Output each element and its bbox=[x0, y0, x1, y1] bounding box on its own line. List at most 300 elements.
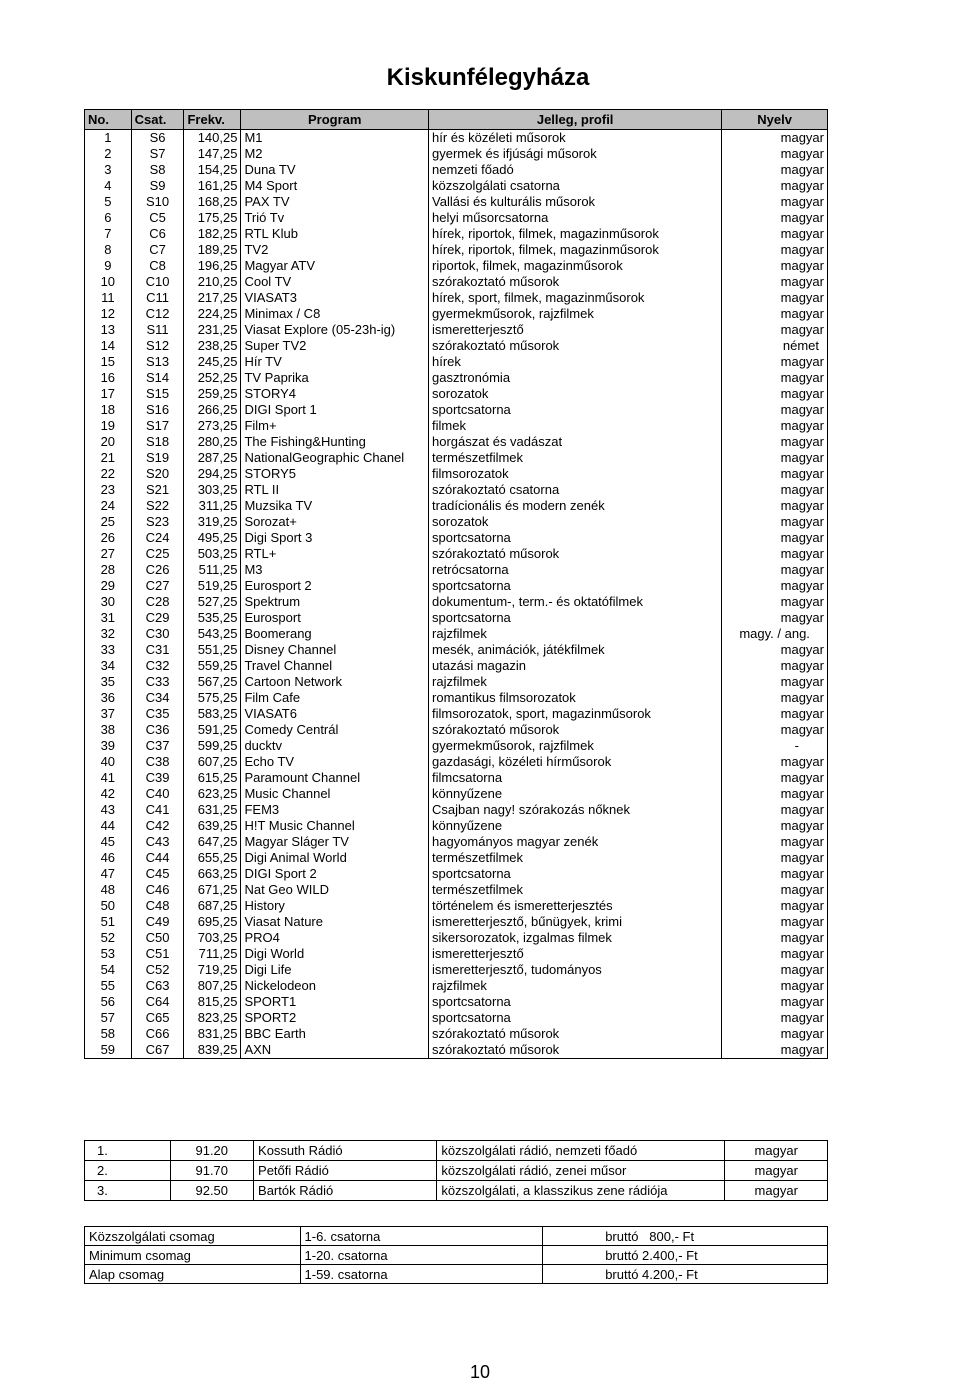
cell-nyelv: magyar bbox=[722, 242, 828, 258]
cell-frekv: 259,25 bbox=[184, 386, 241, 402]
cell-csat: C48 bbox=[131, 898, 184, 914]
cell-jelleg: sportcsatorna bbox=[429, 530, 722, 546]
cell-jelleg: filmek bbox=[429, 418, 722, 434]
cell-program: Paramount Channel bbox=[241, 770, 429, 786]
cell-jelleg: gyermek és ifjúsági műsorok bbox=[429, 146, 722, 162]
cell-jelleg: természetfilmek bbox=[429, 450, 722, 466]
cell-nyelv: magyar bbox=[722, 962, 828, 978]
cell-jelleg: hagyományos magyar zenék bbox=[429, 834, 722, 850]
table-row bbox=[85, 722, 828, 738]
table-row bbox=[85, 226, 828, 242]
cell-no: 51 bbox=[85, 914, 132, 930]
package-range: 1-59. csatorna bbox=[300, 1265, 543, 1284]
cell-frekv: 823,25 bbox=[184, 1010, 241, 1026]
cell-jelleg: ismeretterjesztő bbox=[429, 322, 722, 338]
cell-no: 58 bbox=[85, 1026, 132, 1042]
cell-nyelv: - bbox=[722, 738, 828, 754]
radio-no: 1. bbox=[85, 1141, 171, 1161]
cell-nyelv: magyar bbox=[722, 674, 828, 690]
cell-csat: C6 bbox=[131, 226, 184, 242]
cell-csat: C49 bbox=[131, 914, 184, 930]
cell-program: Eurosport bbox=[241, 610, 429, 626]
col-jelleg: Jelleg, profil bbox=[429, 110, 722, 130]
cell-jelleg: hírek bbox=[429, 354, 722, 370]
table-row bbox=[85, 434, 828, 450]
cell-frekv: 217,25 bbox=[184, 290, 241, 306]
table-row bbox=[85, 626, 828, 642]
cell-nyelv: magyar bbox=[722, 898, 828, 914]
radio-row bbox=[85, 1161, 828, 1181]
table-header-row bbox=[85, 110, 828, 130]
cell-program: Disney Channel bbox=[241, 642, 429, 658]
package-price: bruttó 4.200,- Ft bbox=[543, 1265, 828, 1284]
cell-nyelv: magyar bbox=[722, 466, 828, 482]
table-row bbox=[85, 802, 828, 818]
cell-jelleg: utazási magazin bbox=[429, 658, 722, 674]
table-row bbox=[85, 834, 828, 850]
cell-frekv: 839,25 bbox=[184, 1042, 241, 1059]
cell-csat: S7 bbox=[131, 146, 184, 162]
cell-jelleg: sorozatok bbox=[429, 386, 722, 402]
cell-csat: S12 bbox=[131, 338, 184, 354]
cell-program: Viasat Explore (05-23h-ig) bbox=[241, 322, 429, 338]
cell-frekv: 168,25 bbox=[184, 194, 241, 210]
cell-nyelv: német bbox=[722, 338, 828, 354]
cell-nyelv: magyar bbox=[722, 802, 828, 818]
cell-nyelv: magyar bbox=[722, 610, 828, 626]
cell-frekv: 303,25 bbox=[184, 482, 241, 498]
cell-nyelv: magyar bbox=[722, 642, 828, 658]
cell-frekv: 503,25 bbox=[184, 546, 241, 562]
cell-program: FEM3 bbox=[241, 802, 429, 818]
radio-name: Kossuth Rádió bbox=[254, 1141, 437, 1161]
package-table bbox=[84, 1226, 828, 1284]
cell-no: 24 bbox=[85, 498, 132, 514]
cell-program: Boomerang bbox=[241, 626, 429, 642]
cell-no: 8 bbox=[85, 242, 132, 258]
cell-frekv: 615,25 bbox=[184, 770, 241, 786]
package-name: Alap csomag bbox=[85, 1265, 301, 1284]
table-row bbox=[85, 658, 828, 674]
cell-jelleg: sportcsatorna bbox=[429, 994, 722, 1010]
cell-csat: C29 bbox=[131, 610, 184, 626]
cell-jelleg: sportcsatorna bbox=[429, 578, 722, 594]
radio-profile: közszolgálati rádió, nemzeti főadó bbox=[437, 1141, 725, 1161]
cell-program: The Fishing&Hunting bbox=[241, 434, 429, 450]
cell-csat: C31 bbox=[131, 642, 184, 658]
cell-csat: C7 bbox=[131, 242, 184, 258]
cell-jelleg: gyermekműsorok, rajzfilmek bbox=[429, 306, 722, 322]
cell-nyelv: magyar bbox=[722, 290, 828, 306]
cell-nyelv: magyar bbox=[722, 770, 828, 786]
cell-program: STORY4 bbox=[241, 386, 429, 402]
cell-frekv: 511,25 bbox=[184, 562, 241, 578]
cell-jelleg: sportcsatorna bbox=[429, 610, 722, 626]
table-row bbox=[85, 610, 828, 626]
table-row bbox=[85, 818, 828, 834]
table-row bbox=[85, 1042, 828, 1059]
cell-nyelv: magyar bbox=[722, 1042, 828, 1059]
cell-program: NationalGeographic Chanel bbox=[241, 450, 429, 466]
col-no: No. bbox=[85, 110, 132, 130]
cell-csat: C26 bbox=[131, 562, 184, 578]
cell-program: Digi Life bbox=[241, 962, 429, 978]
cell-csat: C11 bbox=[131, 290, 184, 306]
table-row bbox=[85, 338, 828, 354]
cell-program: RTL II bbox=[241, 482, 429, 498]
table-row bbox=[85, 594, 828, 610]
radio-freq: 92.50 bbox=[170, 1181, 254, 1201]
col-frekv: Frekv. bbox=[184, 110, 241, 130]
cell-frekv: 583,25 bbox=[184, 706, 241, 722]
table-row bbox=[85, 450, 828, 466]
cell-frekv: 703,25 bbox=[184, 930, 241, 946]
table-row bbox=[85, 194, 828, 210]
cell-program: TV2 bbox=[241, 242, 429, 258]
table-row bbox=[85, 242, 828, 258]
cell-frekv: 647,25 bbox=[184, 834, 241, 850]
table-row bbox=[85, 546, 828, 562]
col-nyelv: Nyelv bbox=[722, 110, 828, 130]
cell-no: 34 bbox=[85, 658, 132, 674]
cell-nyelv: magyar bbox=[722, 562, 828, 578]
cell-nyelv: magyar bbox=[722, 274, 828, 290]
cell-no: 7 bbox=[85, 226, 132, 242]
cell-nyelv: magyar bbox=[722, 930, 828, 946]
cell-no: 3 bbox=[85, 162, 132, 178]
cell-csat: C38 bbox=[131, 754, 184, 770]
cell-frekv: 252,25 bbox=[184, 370, 241, 386]
radio-lang: magyar bbox=[725, 1141, 828, 1161]
cell-jelleg: természetfilmek bbox=[429, 882, 722, 898]
cell-program: Travel Channel bbox=[241, 658, 429, 674]
table-row bbox=[85, 354, 828, 370]
cell-no: 4 bbox=[85, 178, 132, 194]
cell-jelleg: hírek, riportok, filmek, magazinműsorok bbox=[429, 242, 722, 258]
table-row bbox=[85, 962, 828, 978]
package-range: 1-6. csatorna bbox=[300, 1227, 543, 1246]
cell-no: 16 bbox=[85, 370, 132, 386]
table-row bbox=[85, 770, 828, 786]
table-row bbox=[85, 930, 828, 946]
cell-jelleg: Csajban nagy! szórakozás nőknek bbox=[429, 802, 722, 818]
cell-no: 22 bbox=[85, 466, 132, 482]
cell-csat: C46 bbox=[131, 882, 184, 898]
cell-nyelv: magyar bbox=[722, 978, 828, 994]
cell-program: SPORT1 bbox=[241, 994, 429, 1010]
cell-frekv: 189,25 bbox=[184, 242, 241, 258]
cell-no: 1 bbox=[85, 130, 132, 147]
cell-jelleg: természetfilmek bbox=[429, 850, 722, 866]
table-row bbox=[85, 562, 828, 578]
cell-nyelv: magyar bbox=[722, 850, 828, 866]
cell-nyelv: magyar bbox=[722, 578, 828, 594]
radio-profile: közszolgálati rádió, zenei műsor bbox=[437, 1161, 725, 1181]
cell-nyelv: magyar bbox=[722, 914, 828, 930]
created-label: Készítés időpontja: bbox=[84, 2, 248, 22]
cell-no: 59 bbox=[85, 1042, 132, 1059]
cell-no: 10 bbox=[85, 274, 132, 290]
cell-csat: C63 bbox=[131, 978, 184, 994]
cell-csat: S22 bbox=[131, 498, 184, 514]
cell-program: Duna TV bbox=[241, 162, 429, 178]
cell-program: Film+ bbox=[241, 418, 429, 434]
cell-frekv: 815,25 bbox=[184, 994, 241, 1010]
channel-table-body bbox=[85, 130, 828, 1059]
table-row bbox=[85, 162, 828, 178]
radio-no: 2. bbox=[85, 1161, 171, 1181]
cell-program: Nat Geo WILD bbox=[241, 882, 429, 898]
cell-nyelv: magyar bbox=[722, 994, 828, 1010]
cell-frekv: 591,25 bbox=[184, 722, 241, 738]
cell-frekv: 147,25 bbox=[184, 146, 241, 162]
cell-program: Eurosport 2 bbox=[241, 578, 429, 594]
cell-program: Hír TV bbox=[241, 354, 429, 370]
cell-no: 50 bbox=[85, 898, 132, 914]
cell-program: Minimax / C8 bbox=[241, 306, 429, 322]
cell-csat: C44 bbox=[131, 850, 184, 866]
cell-frekv: 599,25 bbox=[184, 738, 241, 754]
table-row bbox=[85, 706, 828, 722]
radio-name: Bartók Rádió bbox=[254, 1181, 437, 1201]
cell-csat: C42 bbox=[131, 818, 184, 834]
cell-frekv: 231,25 bbox=[184, 322, 241, 338]
cell-program: ducktv bbox=[241, 738, 429, 754]
cell-jelleg: gyermekműsorok, rajzfilmek bbox=[429, 738, 722, 754]
table-row bbox=[85, 306, 828, 322]
cell-jelleg: sportcsatorna bbox=[429, 866, 722, 882]
cell-jelleg: szórakoztató műsorok bbox=[429, 722, 722, 738]
cell-jelleg: könnyűzene bbox=[429, 818, 722, 834]
cell-program: STORY5 bbox=[241, 466, 429, 482]
cell-csat: C66 bbox=[131, 1026, 184, 1042]
cell-csat: C34 bbox=[131, 690, 184, 706]
cell-nyelv: magyar bbox=[722, 306, 828, 322]
radio-row bbox=[85, 1181, 828, 1201]
cell-jelleg: Vallási és kulturális műsorok bbox=[429, 194, 722, 210]
cell-nyelv: magyar bbox=[722, 482, 828, 498]
cell-nyelv: magyar bbox=[722, 194, 828, 210]
cell-no: 9 bbox=[85, 258, 132, 274]
cell-program: H!T Music Channel bbox=[241, 818, 429, 834]
cell-frekv: 245,25 bbox=[184, 354, 241, 370]
radio-profile: közszolgálati, a klasszikus zene rádiója bbox=[437, 1181, 725, 1201]
cell-jelleg: nemzeti főadó bbox=[429, 162, 722, 178]
table-row bbox=[85, 578, 828, 594]
cell-csat: C25 bbox=[131, 546, 184, 562]
cell-jelleg: történelem és ismeretterjesztés bbox=[429, 898, 722, 914]
cell-no: 19 bbox=[85, 418, 132, 434]
table-row bbox=[85, 690, 828, 706]
cell-frekv: 711,25 bbox=[184, 946, 241, 962]
cell-csat: S6 bbox=[131, 130, 184, 147]
cell-nyelv: magyar bbox=[722, 882, 828, 898]
cell-jelleg: szórakoztató műsorok bbox=[429, 338, 722, 354]
cell-no: 37 bbox=[85, 706, 132, 722]
cell-program: Viasat Nature bbox=[241, 914, 429, 930]
cell-csat: C32 bbox=[131, 658, 184, 674]
table-row bbox=[85, 370, 828, 386]
package-row bbox=[85, 1227, 828, 1246]
radio-lang: magyar bbox=[725, 1161, 828, 1181]
cell-frekv: 273,25 bbox=[184, 418, 241, 434]
cell-program: M4 Sport bbox=[241, 178, 429, 194]
cell-program: Cartoon Network bbox=[241, 674, 429, 690]
table-row bbox=[85, 290, 828, 306]
cell-csat: S14 bbox=[131, 370, 184, 386]
cell-frekv: 639,25 bbox=[184, 818, 241, 834]
cell-program: History bbox=[241, 898, 429, 914]
table-row bbox=[85, 482, 828, 498]
cell-jelleg: hírek, riportok, filmek, magazinműsorok bbox=[429, 226, 722, 242]
cell-program: SPORT2 bbox=[241, 1010, 429, 1026]
cell-csat: S9 bbox=[131, 178, 184, 194]
radio-row bbox=[85, 1141, 828, 1161]
cell-frekv: 671,25 bbox=[184, 882, 241, 898]
cell-frekv: 319,25 bbox=[184, 514, 241, 530]
cell-nyelv: magyar bbox=[722, 258, 828, 274]
cell-frekv: 623,25 bbox=[184, 786, 241, 802]
table-row bbox=[85, 642, 828, 658]
cell-no: 56 bbox=[85, 994, 132, 1010]
package-name: Közszolgálati csomag bbox=[85, 1227, 301, 1246]
cell-no: 43 bbox=[85, 802, 132, 818]
cell-no: 29 bbox=[85, 578, 132, 594]
cell-nyelv: magyar bbox=[722, 402, 828, 418]
cell-no: 27 bbox=[85, 546, 132, 562]
cell-program: Film Cafe bbox=[241, 690, 429, 706]
cell-jelleg: közszolgálati csatorna bbox=[429, 178, 722, 194]
cell-no: 31 bbox=[85, 610, 132, 626]
cell-nyelv: magyar bbox=[722, 418, 828, 434]
page-number: 10 bbox=[469, 1362, 491, 1382]
cell-jelleg: ismeretterjesztő, tudományos bbox=[429, 962, 722, 978]
package-name: Minimum csomag bbox=[85, 1246, 301, 1265]
cell-no: 57 bbox=[85, 1010, 132, 1026]
cell-program: Trió Tv bbox=[241, 210, 429, 226]
table-row bbox=[85, 946, 828, 962]
cell-jelleg: sorozatok bbox=[429, 514, 722, 530]
cell-no: 28 bbox=[85, 562, 132, 578]
cell-frekv: 519,25 bbox=[184, 578, 241, 594]
cell-csat: S21 bbox=[131, 482, 184, 498]
cell-nyelv: magyar bbox=[722, 450, 828, 466]
cell-frekv: 224,25 bbox=[184, 306, 241, 322]
cell-frekv: 154,25 bbox=[184, 162, 241, 178]
cell-jelleg: retrócsatorna bbox=[429, 562, 722, 578]
cell-program: Digi Sport 3 bbox=[241, 530, 429, 546]
cell-frekv: 655,25 bbox=[184, 850, 241, 866]
cell-no: 14 bbox=[85, 338, 132, 354]
cell-nyelv: magyar bbox=[722, 658, 828, 674]
cell-csat: C45 bbox=[131, 866, 184, 882]
table-row bbox=[85, 530, 828, 546]
cell-nyelv: magyar bbox=[722, 786, 828, 802]
cell-frekv: 287,25 bbox=[184, 450, 241, 466]
cell-program: M2 bbox=[241, 146, 429, 162]
radio-no: 3. bbox=[85, 1181, 171, 1201]
cell-csat: S11 bbox=[131, 322, 184, 338]
table-row bbox=[85, 418, 828, 434]
cell-csat: C36 bbox=[131, 722, 184, 738]
cell-jelleg: rajzfilmek bbox=[429, 978, 722, 994]
cell-jelleg: ismeretterjesztő, bűnügyek, krimi bbox=[429, 914, 722, 930]
cell-nyelv: magyar bbox=[722, 178, 828, 194]
cell-program: RTL Klub bbox=[241, 226, 429, 242]
package-table-body bbox=[85, 1227, 828, 1284]
cell-no: 48 bbox=[85, 882, 132, 898]
cell-no: 36 bbox=[85, 690, 132, 706]
cell-nyelv: magyar bbox=[722, 530, 828, 546]
cell-program: VIASAT3 bbox=[241, 290, 429, 306]
table-row bbox=[85, 1026, 828, 1042]
cell-nyelv: magyar bbox=[722, 546, 828, 562]
cell-jelleg: romantikus filmsorozatok bbox=[429, 690, 722, 706]
cell-frekv: 196,25 bbox=[184, 258, 241, 274]
cell-frekv: 551,25 bbox=[184, 642, 241, 658]
table-row bbox=[85, 914, 828, 930]
cell-frekv: 559,25 bbox=[184, 658, 241, 674]
cell-jelleg: gazdasági, közéleti hírműsorok bbox=[429, 754, 722, 770]
cell-csat: C40 bbox=[131, 786, 184, 802]
cell-jelleg: szórakoztató műsorok bbox=[429, 1042, 722, 1059]
cell-nyelv: magyar bbox=[722, 130, 828, 147]
table-row bbox=[85, 898, 828, 914]
cell-jelleg: filmsorozatok bbox=[429, 466, 722, 482]
cell-program: DIGI Sport 2 bbox=[241, 866, 429, 882]
cell-program: PAX TV bbox=[241, 194, 429, 210]
cell-frekv: 182,25 bbox=[184, 226, 241, 242]
cell-nyelv: magyar bbox=[722, 706, 828, 722]
cell-jelleg: szórakoztató csatorna bbox=[429, 482, 722, 498]
cell-frekv: 807,25 bbox=[184, 978, 241, 994]
cell-csat: C67 bbox=[131, 1042, 184, 1059]
cell-nyelv: magyar bbox=[722, 434, 828, 450]
table-row bbox=[85, 146, 828, 162]
cell-frekv: 140,25 bbox=[184, 130, 241, 147]
cell-no: 45 bbox=[85, 834, 132, 850]
cell-program: BBC Earth bbox=[241, 1026, 429, 1042]
cell-jelleg: sportcsatorna bbox=[429, 402, 722, 418]
cell-frekv: 175,25 bbox=[184, 210, 241, 226]
cell-program: Magyar Sláger TV bbox=[241, 834, 429, 850]
radio-lang: magyar bbox=[725, 1181, 828, 1201]
cell-program: Music Channel bbox=[241, 786, 429, 802]
cell-csat: C64 bbox=[131, 994, 184, 1010]
cell-csat: C10 bbox=[131, 274, 184, 290]
cell-no: 52 bbox=[85, 930, 132, 946]
cell-jelleg: szórakoztató műsorok bbox=[429, 1026, 722, 1042]
cell-nyelv: magyar bbox=[722, 1026, 828, 1042]
cell-csat: S23 bbox=[131, 514, 184, 530]
table-row bbox=[85, 498, 828, 514]
created-value: 2012. november 29. bbox=[381, 2, 554, 22]
cell-csat: C8 bbox=[131, 258, 184, 274]
cell-program: Comedy Centrál bbox=[241, 722, 429, 738]
table-row bbox=[85, 850, 828, 866]
package-price: bruttó 800,- Ft bbox=[543, 1227, 828, 1246]
cell-program: Cool TV bbox=[241, 274, 429, 290]
cell-no: 20 bbox=[85, 434, 132, 450]
cell-program: Digi Animal World bbox=[241, 850, 429, 866]
cell-no: 47 bbox=[85, 866, 132, 882]
cell-nyelv: magyar bbox=[722, 818, 828, 834]
cell-jelleg: sikersorozatok, izgalmas filmek bbox=[429, 930, 722, 946]
cell-frekv: 695,25 bbox=[184, 914, 241, 930]
table-row bbox=[85, 130, 828, 147]
cell-csat: S18 bbox=[131, 434, 184, 450]
cell-program: Echo TV bbox=[241, 754, 429, 770]
